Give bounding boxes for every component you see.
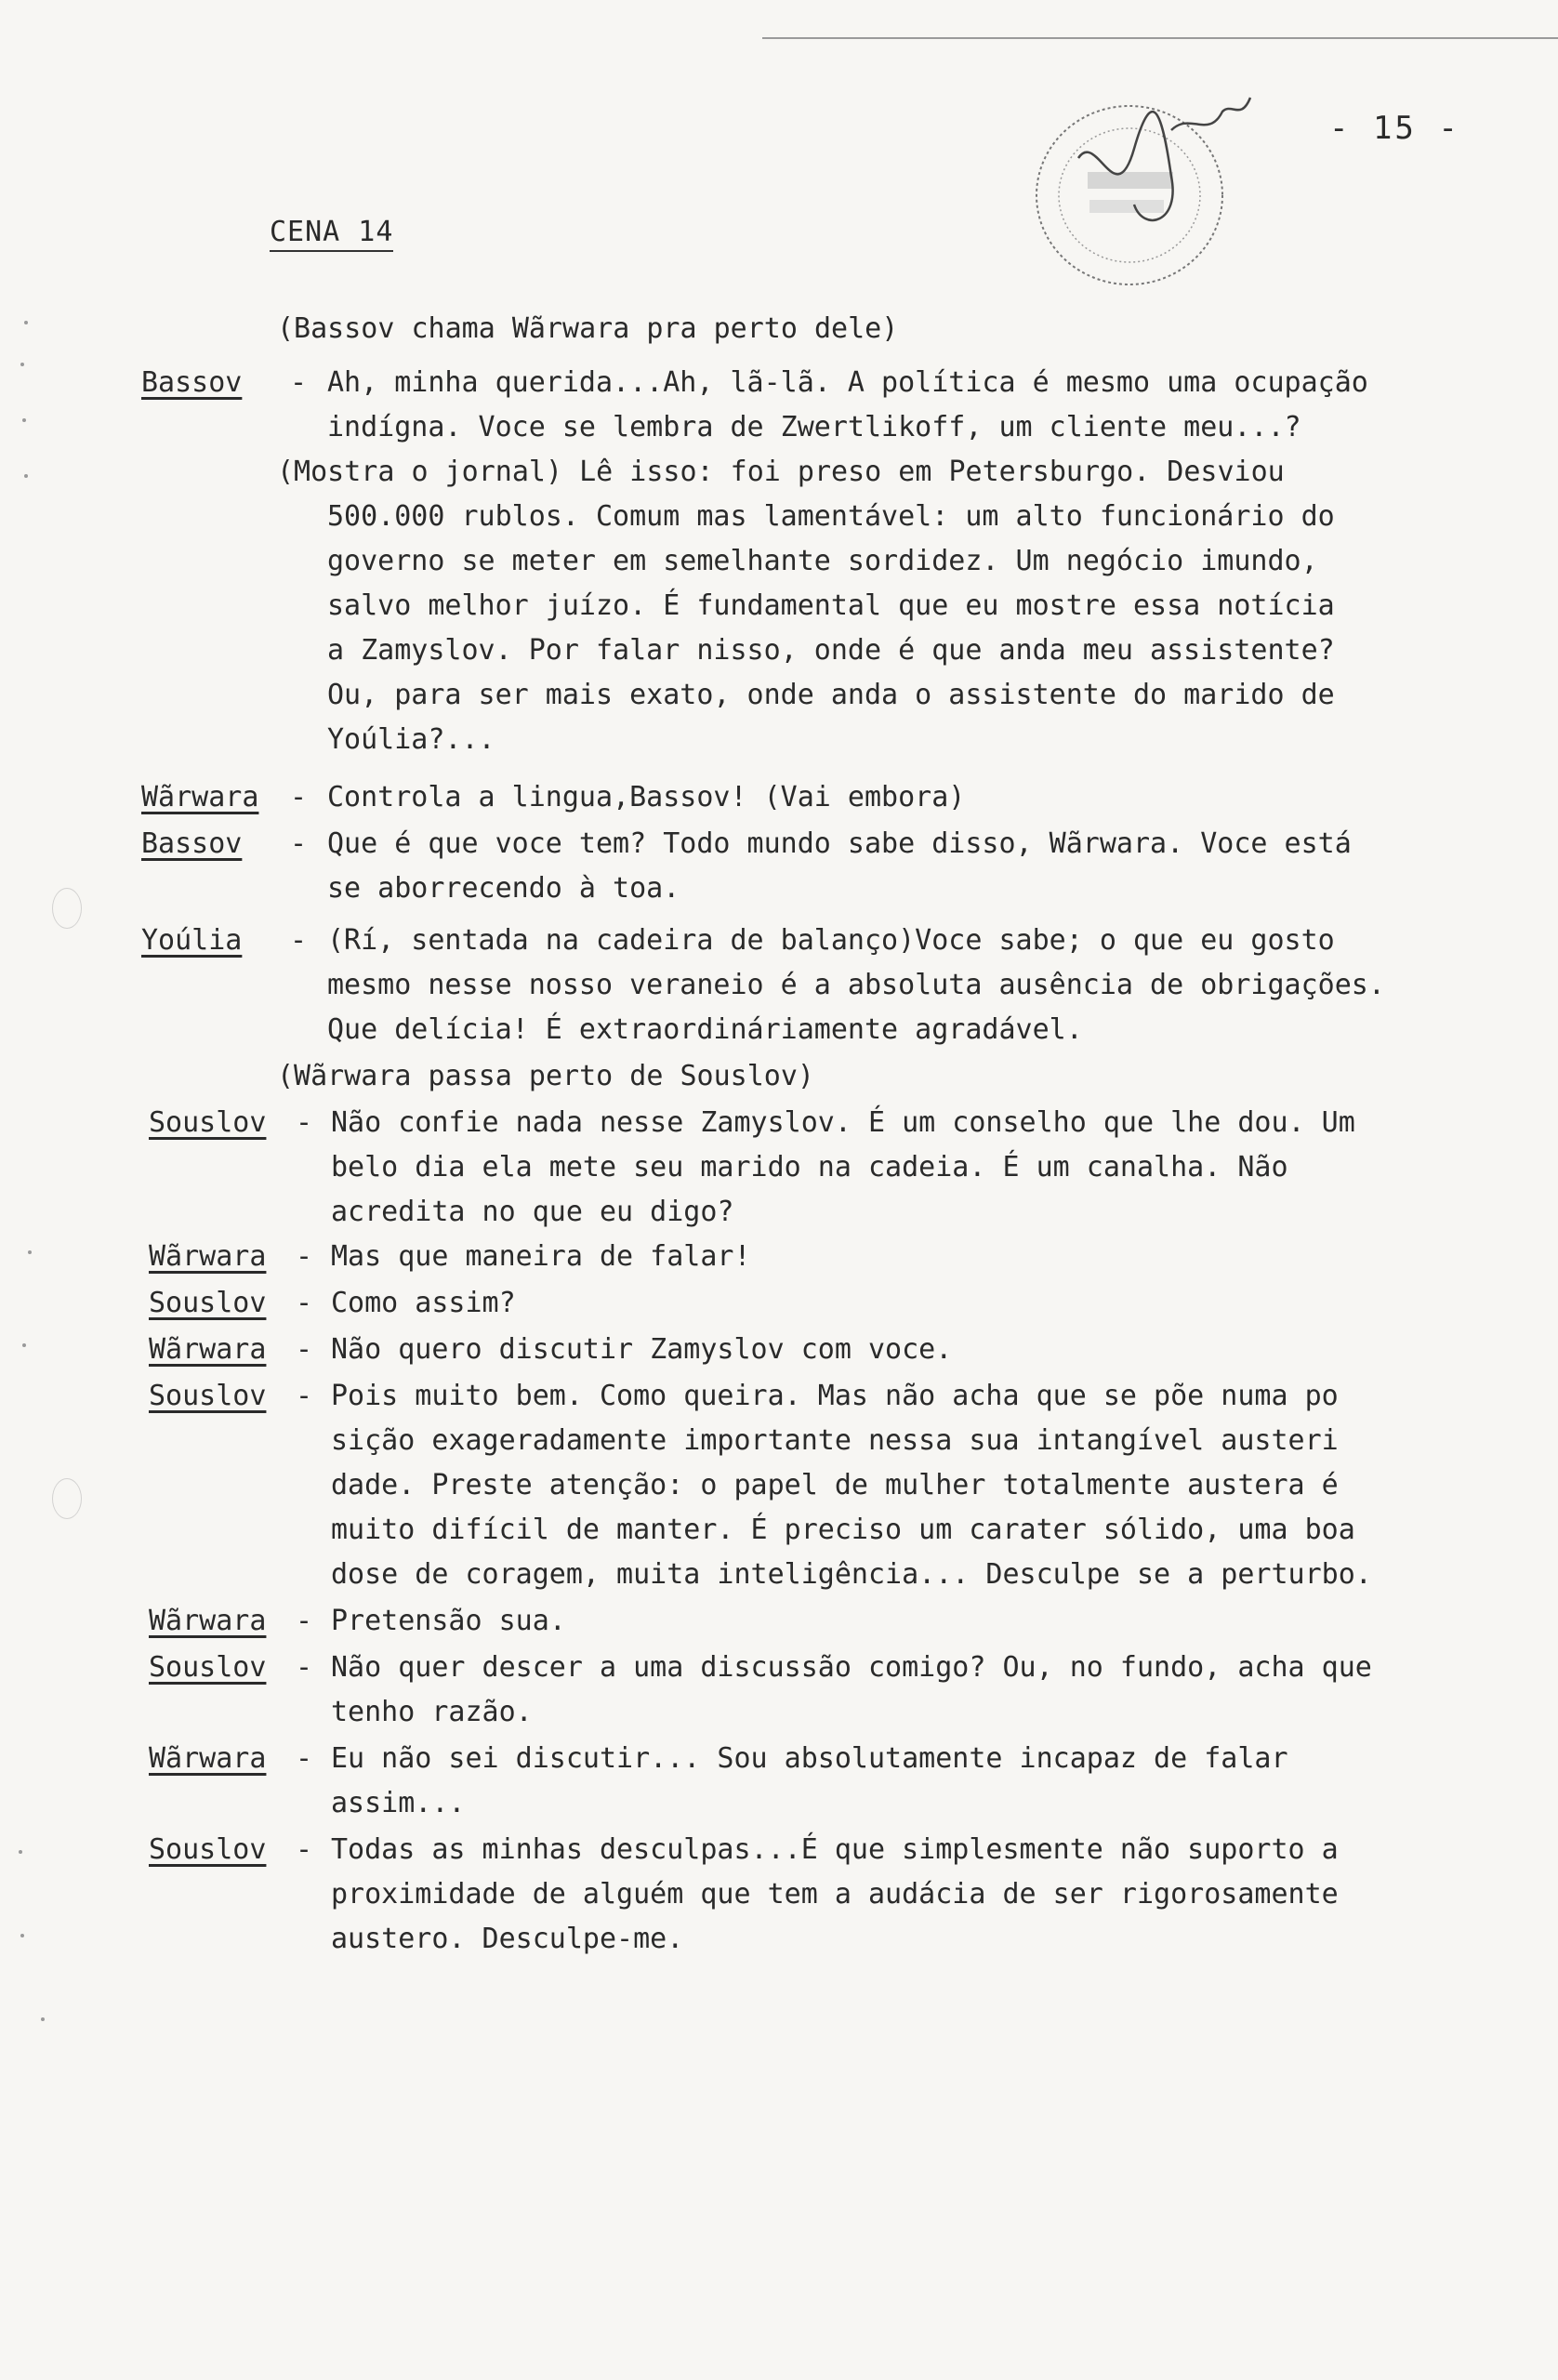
speaker-name: Souslov xyxy=(149,1651,267,1684)
speaker-name: Bassov xyxy=(141,827,243,860)
dialogue-line: Ou, para ser mais exato, onde anda o assistente do marido de xyxy=(327,679,1335,711)
dialogue-line: dose de coragem, muita inteligência... Desculpe se a perturbo. xyxy=(331,1558,1372,1591)
dialogue-line: dade. Preste atenção: o papel de mulher totalmente austera é xyxy=(331,1469,1339,1501)
stage-direction: (Bassov chama Wãrwara pra perto dele) xyxy=(277,312,899,345)
dialogue-line: Controla a lingua,Bassov! (Vai embora) xyxy=(327,781,966,813)
dialogue-line: mesmo nesse nosso veraneio é a absoluta ausência de obrigações. xyxy=(327,969,1385,1001)
dialogue-line: governo se meter em semelhante sordidez. Um negócio imundo, xyxy=(327,545,1318,577)
dialogue-line: 500.000 rublos. Comum mas lamentável: um alto funcionário do xyxy=(327,500,1335,533)
margin-dot xyxy=(28,1250,32,1254)
speaker-name: Souslov xyxy=(149,1287,267,1319)
speaker-name: Wãrwara xyxy=(149,1742,267,1775)
dialogue-dash: - xyxy=(296,1106,313,1139)
dialogue-dash: - xyxy=(296,1605,313,1637)
punch-hole-mark-top xyxy=(52,888,82,929)
dialogue-line: (Rí, sentada na cadeira de balanço)Voce sabe; o que eu gosto xyxy=(327,924,1335,957)
dialogue-dash: - xyxy=(296,1287,313,1319)
margin-dot xyxy=(41,2017,45,2021)
dialogue-dash: - xyxy=(296,1240,313,1273)
speaker-name: Souslov xyxy=(149,1106,267,1139)
speaker-name: Wãrwara xyxy=(149,1605,267,1637)
dialogue-dash: - xyxy=(296,1333,313,1366)
speaker-name: Souslov xyxy=(149,1380,267,1412)
dialogue-line: belo dia ela mete seu marido na cadeia. É um canalha. Não xyxy=(331,1151,1288,1183)
dialogue-dash: - xyxy=(290,781,308,813)
dialogue-line: Pretensão sua. xyxy=(331,1605,566,1637)
dialogue-line: Ah, minha querida...Ah, lã-lã. A política é mesmo uma ocupação xyxy=(327,366,1368,399)
dialogue-line: (Mostra o jornal) Lê isso: foi preso em Petersburgo. Desviou xyxy=(277,456,1285,488)
dialogue-line: se aborrecendo à toa. xyxy=(327,872,680,905)
speaker-name: Souslov xyxy=(149,1833,267,1866)
dialogue-line: Não quer descer a uma discussão comigo? Ou, no fundo, acha que xyxy=(331,1651,1372,1684)
dialogue-line: Todas as minhas desculpas...É que simplesmente não suporto a xyxy=(331,1833,1339,1866)
page-number: - 15 - xyxy=(1329,110,1460,147)
dialogue-dash: - xyxy=(296,1651,313,1684)
dialogue-line: a Zamyslov. Por falar nisso, onde é que anda meu assistente? xyxy=(327,634,1335,667)
scene-title: CENA 14 xyxy=(270,216,393,252)
dialogue-dash: - xyxy=(296,1380,313,1412)
top-edge-rule xyxy=(762,37,1558,39)
punch-hole-mark-bottom xyxy=(52,1478,82,1519)
margin-dot xyxy=(20,1934,24,1937)
dialogue-line: acredita no que eu digo? xyxy=(331,1196,734,1228)
margin-dot xyxy=(20,363,24,366)
dialogue-dash: - xyxy=(296,1833,313,1866)
margin-dot xyxy=(24,321,28,324)
dialogue-line: tenho razão. xyxy=(331,1696,533,1728)
dialogue-line: muito difícil de manter. É preciso um carater sólido, uma boa xyxy=(331,1514,1355,1546)
dialogue-line: Que delícia! É extraordináriamente agradável. xyxy=(327,1013,1083,1046)
dialogue-line: Que é que voce tem? Todo mundo sabe disso, Wãrwara. Voce está xyxy=(327,827,1352,860)
dialogue-line: Não quero discutir Zamyslov com voce. xyxy=(331,1333,953,1366)
margin-dot xyxy=(24,474,28,478)
dialogue-line: Pois muito bem. Como queira. Mas não acha que se põe numa po xyxy=(331,1380,1339,1412)
dialogue-line: assim... xyxy=(331,1787,466,1819)
dialogue-line: Eu não sei discutir... Sou absolutamente incapaz de falar xyxy=(331,1742,1288,1775)
speaker-name: Bassov xyxy=(141,366,243,399)
margin-dot xyxy=(19,1850,22,1854)
dialogue-dash: - xyxy=(290,924,308,957)
dialogue-line: proximidade de alguém que tem a audácia de ser rigorosamente xyxy=(331,1878,1339,1911)
dialogue-line: Yoúlia?... xyxy=(327,723,495,756)
dialogue-line: Mas que maneira de falar! xyxy=(331,1240,751,1273)
dialogue-line: austero. Desculpe-me. xyxy=(331,1923,684,1955)
margin-dot xyxy=(22,1343,26,1347)
dialogue-line: Como assim? xyxy=(331,1287,516,1319)
stage-direction: (Wãrwara passa perto de Souslov) xyxy=(277,1060,814,1092)
margin-dot xyxy=(22,418,26,422)
dialogue-line: salvo melhor juízo. É fundamental que eu mostre essa notícia xyxy=(327,589,1335,622)
speaker-name: Wãrwara xyxy=(149,1240,267,1273)
dialogue-line: sição exageradamente importante nessa sua intangível austeri xyxy=(331,1424,1339,1457)
dialogue-line: indígna. Voce se lembra de Zwertlikoff, um cliente meu...? xyxy=(327,411,1301,443)
censorship-stamp-icon xyxy=(1023,93,1255,298)
dialogue-dash: - xyxy=(290,827,308,860)
speaker-name: Wãrwara xyxy=(141,781,259,813)
dialogue-line: Não confie nada nesse Zamyslov. É um conselho que lhe dou. Um xyxy=(331,1106,1355,1139)
dialogue-dash: - xyxy=(290,366,308,399)
dialogue-dash: - xyxy=(296,1742,313,1775)
speaker-name: Wãrwara xyxy=(149,1333,267,1366)
speaker-name: Yoúlia xyxy=(141,924,243,957)
